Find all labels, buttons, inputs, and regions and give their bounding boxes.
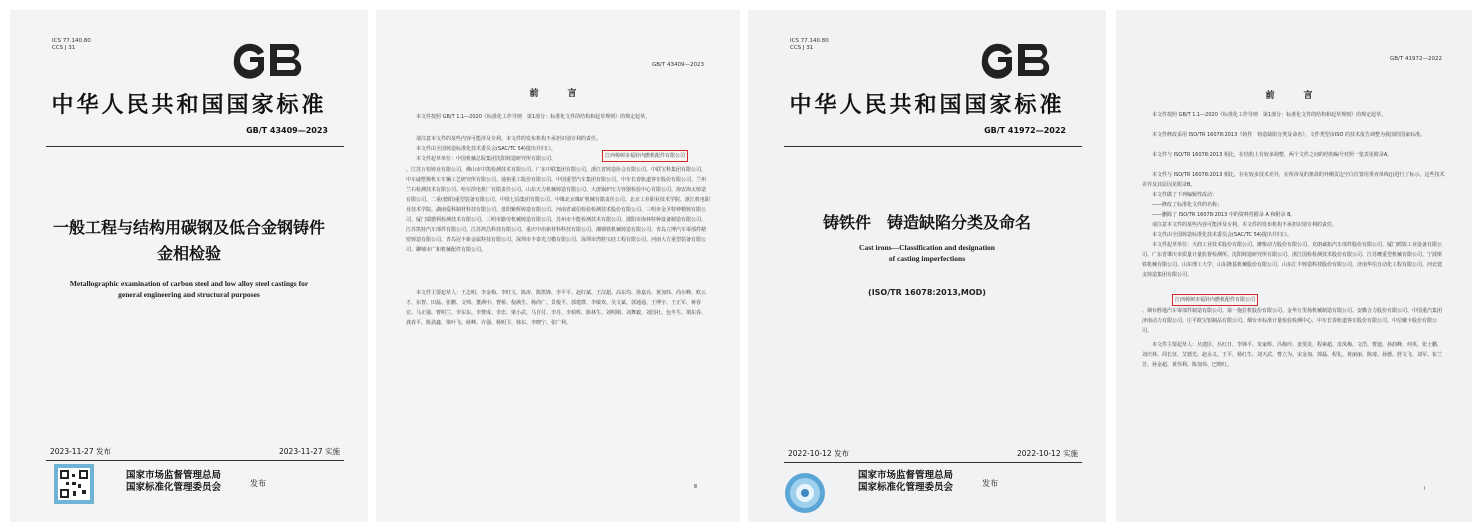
standard-title-cn xyxy=(20,215,358,267)
implementation-date: 2022-10-12 实施 xyxy=(1017,449,1078,458)
page-number: Ⅰ xyxy=(1424,486,1426,492)
foreword-para-4: 本文件与 ISO/TR 16078:2013 相比，存在较多技术差异，在所涉及的条款的外侧页边空白位置用垂直单线(|)进行了标示。这些技术差异及其原因见附录B。 xyxy=(1142,172,1445,188)
national-standard-title: 中华人民共和国国家标准 xyxy=(789,92,1065,118)
standard-title-line1: 一般工程与结构用碳钢及低合金钢铸件 xyxy=(52,218,325,237)
foreword-para-4: 本文件起草单位：中国机械总院集团沈阳铸造研究所有限公司、 xyxy=(416,156,557,162)
issuer xyxy=(858,470,953,494)
foreword-title: 前 言 xyxy=(529,89,587,99)
issuer-line1: 国家市场监督管理总局 xyxy=(858,470,954,481)
bottom-rule xyxy=(46,460,344,461)
iso-equivalence: (ISO/TR 16078:2013,MOD) xyxy=(868,288,986,297)
foreword-para-1: 本文件按照 GB/T 1.1—2020《标准化工作导则 第1部分：标准化文件的结构和起草规则》的规定起草。 xyxy=(1152,112,1387,118)
foreword-para-7: ——删除了 ISO/TR 16078:2013 中的资料性附录 A 和附录 B。 xyxy=(1152,212,1296,218)
standard-title-cn: 铸铁件 铸造缺陷分类及命名 xyxy=(822,213,1031,232)
issuer xyxy=(126,470,221,494)
issuer-line2: 国家标准化管理委员会 xyxy=(858,482,954,493)
foreword-para-8: 请注意本文件的某些内容可能涉及专利。本文件的发布机构不承担识别专利的责任。 xyxy=(1152,222,1338,228)
foreword-para-2: 请注意本文件的某些内容可能涉及专利。本文件的发布机构不承担识别专利的责任。 xyxy=(416,136,602,142)
page-number: Ⅲ xyxy=(694,484,698,490)
anti-counterfeit-seal-icon xyxy=(784,472,826,514)
foreword-para-10: 本文件起草单位：天润工业技术股份有限公司、潍柴动力股份有限公司、克朗诚拓汽车部件股份有限公司、厦门鸥锐工业设备有限公司、广东省肇庆市质量计量监督检测所、沈阳铸造研究所有限公司、浙江国检检测技术股份有限公司、江苏鹰重型机械有限公司、宁波斯铁机械有限公司、山东理工大学、山东隆基机械股份有限公司、山东汇丰铸造科技股份有限公司、济南华信自动化工程有限公司、河北建支铸造集团有限公司、 xyxy=(1142,242,1443,278)
issue-date: 2023-11-27 发布 xyxy=(50,447,111,456)
foreword-para-1: 本文件按照 GB/T 1.1—2020《标准化工作导则 第1部分：标准化文件的结构和起草规则》的规定起草。 xyxy=(416,114,651,120)
highlighted-company: 江西樟树市福铃内燃机配件有限公司 xyxy=(602,150,688,162)
standard-title-line2: 金相检验 xyxy=(156,244,221,263)
foreword-page-gbt-43409 xyxy=(376,10,740,522)
standard-number: GB/T 43409—2023 xyxy=(246,126,328,135)
top-rule xyxy=(784,146,1082,147)
ics-label: ICS 77.140.80 xyxy=(790,38,829,44)
foreword-para-2: 本文件修改采用 ISO/TR 16078:2013《铸件 铸造缺陷分类及命名》。文件类型由ISO 的技术报告调整为我国的国家标准。 xyxy=(1152,132,1425,138)
foreword-title: 前 言 xyxy=(1265,91,1323,101)
foreword-para-4b: 、江苏万恒铸业有限公司、佛山市中凯检测技术有限公司、广东中联集团有限公司、浙江省铸造协会有限公司、中联宝科集团有限公司、中车戚墅堰机车车辆工艺研究所有限公司、通裕重工股份有限公司、中国重型汽车集团有限公司、中车长春轨道客车股份有限公司、兰州兰石检测技术有限公司、哈尔滨电机厂有限责任公司、山东天力机械铸造有限公司、大唐锅炉压力容器检验中心有限公司、海安海太铸造有限公司、二重(德阳)重型装备有限公司、中铁七局集团有限公司、中煤北京煤矿机械有限责任公司、北京工业职业技术学院、浙江机电职业技术学院、湖南爱科制材科技有限公司、盘阳紫辉铸造有限公司、河南省诚信检验检测技术股份有限公司、三明市金圣特钟精铸有限公司、厦门瑞德利检测技术有限公司、三明市勤劳机械铸造有限公司、苏州市丰能检测技术有限公司、溧阳市海林特种设备制造有限公司、江苏凯特汽车部件有限公司、江苏鸿昌科技有限公司、重庆中冶新材料科技有限公司、湘钢铁机械铸造有限公司、青岛立博汽车零部件精密铸造有限公司、青岛冠丰新金属科技有限公司、深圳市丰泰光刀模有限公司、深圳市湾胜宝硅工程有限公司、河南大方重型装备有限公司、聊城市广和机械配件有限公司。 xyxy=(406,167,710,253)
foreword-para-5: 本文件做了下列编辑性改动： xyxy=(1152,192,1218,198)
header-standard-number: GB/T 41972—2022 xyxy=(1390,56,1442,62)
gb-logo-icon xyxy=(230,40,308,80)
foreword-para-5: 本文件主要起草人：王志明、李金梅、李旺文、陈涛、陈凯锋、李平平、赵红斌、王汉超、高东均、徐嘉亮、黄加炜、尚尔峰、欧云才、东智、田磊、张鹏、文帅、董满中、曹桥、倪满生、杨尚广、景俊平、郭建群、李敏欢、吴文斌、郭通通、王博宇、王正军、蒋春宏、马正强、曹明兰、李东东、李赞成、李忠、梁小武、马自付、李丹、李柏辉、陈林生、刘明刚、刘舞毅、刘国社、包冬生、荆东春、龚春平、陈劲鑫、梁叶飞、薛峰、许强、杨明卫、韩东、李晓宁、张广利。 xyxy=(406,290,707,326)
foreword-page-gbt-41972 xyxy=(1116,10,1472,522)
foreword-para-6: ——修改了标准化文件的名称； xyxy=(1152,202,1223,208)
ics-code xyxy=(790,38,829,52)
standard-title-en xyxy=(40,278,338,300)
issue-word: 发布 xyxy=(982,479,998,488)
cover-page-gbt-43409 xyxy=(10,10,368,522)
issue-date: 2022-10-12 发布 xyxy=(788,449,849,458)
implementation-date: 2023-11-27 实施 xyxy=(279,447,340,456)
ics-label: ICS 77.140.80 xyxy=(52,38,91,44)
cover-page-gbt-41972 xyxy=(748,10,1106,522)
standard-title-en-line2: of casting imperfections xyxy=(888,254,966,263)
standard-title-en-line2: general engineering and structural purposes xyxy=(118,290,260,299)
bottom-rule xyxy=(784,462,1082,463)
top-rule xyxy=(46,146,344,147)
foreword-para-3: 本文件与 ISO/TR 16078:2013 相比，在结构上有较多调整，两个文件之间的结构编号对照一览表见附录A。 xyxy=(1152,152,1393,158)
national-standard-title: 中华人民共和国国家标准 xyxy=(51,92,327,118)
ics-code xyxy=(52,38,91,52)
gb-logo-icon xyxy=(978,40,1056,80)
standard-title-en xyxy=(778,242,1076,264)
foreword-para-3: 本文件由全国铸造标准化技术委员会(SAC/TC 54)提出并归口。 xyxy=(416,146,556,152)
header-standard-number: GB/T 43409—2023 xyxy=(652,62,704,68)
highlighted-company: 江西樟树市福铃内燃机配件有限公司 xyxy=(1172,294,1258,306)
qr-code-icon xyxy=(54,464,94,504)
standard-number: GB/T 41972—2022 xyxy=(984,126,1066,135)
ccs-label: CCS J 31 xyxy=(790,45,814,51)
issuer-line1: 国家市场监督管理总局 xyxy=(126,470,222,481)
standard-title-en-line1: Cast irons—Classification and designation xyxy=(859,243,995,252)
foreword-para-9: 本文件由全国铸造标准化技术委员会(SAC/TC 54)提出并归口。 xyxy=(1152,232,1292,238)
issuer-line2: 国家标准化管理委员会 xyxy=(126,482,222,493)
issue-word: 发布 xyxy=(250,479,266,488)
foreword-para-11: 本文件主要起草人：丛建臣、丛红日、李锋平、朱家辉、冯梅玲、姜斐龙、程素超、皮凤梅、文浩、曹迪、孙润峰、何英、张士鹏、刘庆林、周长征、艾德光、赵永义、王平、杨红生、刘天武、曹立为、宋金加、郭磊、程礼、黄丽丽、陈琦、孙德、舒文飞、刘军、崔兰芳、孙金超、黄伟利、陈加伟、巴晓红。 xyxy=(1142,342,1443,368)
foreword-para-10b: 、烟台胜地汽车零部件制造有限公司、第一拖拉机股份有限公司、金华万里扬机械制造有限公司、安徽合力股份有限公司、中国重汽集团济南动力有限公司、庄平欧宝铝制品有限公司、烟台市标准计量检验检测中心、中车长春轨道客车股份有限公司、中信戴卡股份有限公司。 xyxy=(1142,308,1443,334)
standard-title-en-line1: Metallographic examination of carbon steel and low alloy steel castings for xyxy=(69,279,309,288)
ccs-label: CCS J 31 xyxy=(52,45,76,51)
